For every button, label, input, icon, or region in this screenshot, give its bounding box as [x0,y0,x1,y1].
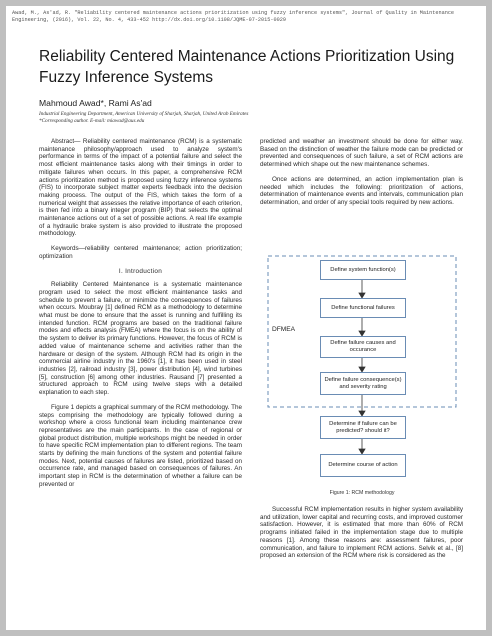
dfmea-label: DFMEA [272,326,296,333]
affiliation-block [39,111,459,124]
flow-box-define-functional-failures: Define functional failures [320,298,406,318]
paper-title: Reliability Centered Maintenance Actions Prioritization Using Fuzzy Inference Systems [39,48,455,86]
affiliation: Industrial Engineering Department, American University of Sharjah, Sharjah, United Arab Emirates [39,111,249,117]
flow-box-determine-predictability: Determine if failure can be predicted? should it? [320,416,406,439]
corresponding-author: *Corresponding author. E-mail: miawad@aus.edu [39,117,145,124]
left-column [39,138,242,496]
flow-box-define-failure-consequences: Define failure consequence(s) and severity rating [320,372,406,395]
right-column-bottom [260,506,463,560]
paper-page [6,6,486,630]
figure-rcm-methodology [264,246,460,508]
citation-header: Awad, M., As'ad, R. "Reliability centered maintenance actions prioritization using fuzzy inference systems", Journal of Quality in Maintenance Engineering, (2016), Vol. 22, No. 4, 433-452 http://dx.doi.org/10.1108/JQME-07-2015-0029 [12,10,458,23]
right-paragraph-2: Once actions are determined, an action implementation plan is needed which includes the following: prioritization of actions, determination of maintenance events and intervals, communication plan determination, and order of any special tools required by new actions. [260,175,463,206]
intro-paragraph-2: Figure 1 depicts a graphical summary of the RCM methodology. The steps comprising the methodology are typically followed during a workshop where a cross functional team including maintenance crew representatives are the main participants. In the case of regional or global product distribution, multiple workshops might be needed in order to have specific RCM implementation plan to different regions. The team starts by defining the main functions of the system and potential failure modes. Next, potential causes of failures are listed, prioritized based on occurrence rate, and managed based on consequences of failures. An important step in RCM is the determination of whether a failure can be prevented or [39,403,242,488]
abstract: Abstract— Reliability centered maintenance (RCM) is a systematic maintenance philosophy/approach used to analyze system's performance in terms of the impact of a potential failure and select the most efficient maintenance tasks along with their timings in order to mitigate failures when occurs. In this paper, a comprehensive RCM actions prioritization method is proposed using fuzzy inference systems (FIS) to incorporate subject matter experts feedback into the decision making process. The output of the FIS, which takes the form of a numerical weight that assesses the relative importance of each criterion, is then fed into a binary integer program (BIP) that selects the optimal maintenance actions out of a set of possible actions. A real life example of a hydraulic brake system is also provided to illustrate the proposed methodology. [39,138,242,238]
authors: Mahmoud Awad*, Rami As'ad [39,98,152,108]
flow-box-define-failure-causes: Define failure causes and occurance [320,336,406,358]
figure-caption: Figure 1: RCM methodology [329,490,395,496]
right-paragraph-3: Successful RCM implementation results in higher system availability and utilization, lower capital and recurring costs, and improved customer satisfaction. However, it is estimated that more than 60% of RCM programs initiated failed in the implementation stage due to multiple reasons [1]. Among these reasons are: assessment failures, poor communication, and failure to implement RCM actions. Selvik et al., [8] proposed an extension of the RCM where risk is considered as the [260,506,463,560]
right-column [260,138,463,214]
intro-paragraph-1: Reliability Centered Maintenance is a systematic maintenance program used to select the most efficient maintenance tasks and schedule to prevent a failure, or minimize the consequences of failures when occurs. Moubray [1] defined RCM as a methodology to determine what must be done to ensure that the asset is running and fulfilling its intended function. RCM programs are based on the traditional failure modes and effects analysis (FMEA) where the focus is on the ability of the system to deliver its primary functions. However, the focus of RCM is added value of maintenance scheme and activities rather than the hardware or design of the system. Although RCM had its origin in the commercial airline industry in the 1960's [1], it has been used in steel industries [2], railroad industry [3], power distribution [4], wind turbines [5], construction [6] among other industries. Rausand [7] presented a structured approach to RCM using twelve steps with a detailed explanation to each step. [39,281,242,397]
section-heading: I. Introduction [118,267,163,275]
keywords: Keywords—reliability centered maintenance; action prioritization; optimization [39,245,242,260]
flow-box-define-system-functions: Define system function(s) [320,260,406,280]
flow-box-determine-course-of-action: Determine course of action [320,454,406,477]
right-paragraph-1: predicted and weather an investment should be done for either way. Based on the distinction of weather the failure mode can be predicted or prevented and consequences of such failure, a set of RCM actions are determined which shape out the new maintenance schemes. [260,138,463,169]
